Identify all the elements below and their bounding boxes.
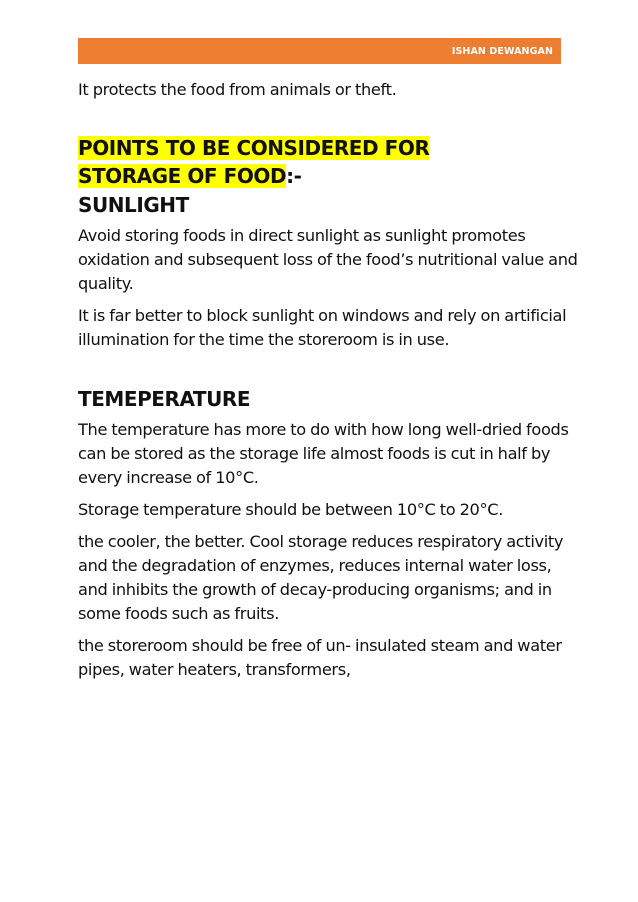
intro-paragraph: It protects the food from animals or theft. (78, 80, 397, 99)
main-heading-line-2 (78, 162, 578, 190)
spacer (78, 110, 578, 134)
sunlight-paragraph-1: Avoid storing foods in direct sunlight as sunlight promotes oxidation and subsequent loss of the food’s nutritional value and quality. (78, 226, 578, 293)
main-heading-line-1-text: POINTS TO BE CONSIDERED FOR (78, 136, 430, 160)
main-heading-suffix: :- (286, 164, 302, 188)
spacer (78, 360, 578, 384)
temperature-paragraph-2: Storage temperature should be between 10°C to 20°C. (78, 500, 503, 519)
temperature-paragraph-1: The temperature has more to do with how long well-dried foods can be stored as the storage life almost foods is cut in half by every increase of 10°C. (78, 420, 569, 487)
main-heading-line-1 (78, 134, 578, 162)
temperature-paragraph-4: the storeroom should be free of un- insulated steam and water pipes, water heaters, transformers, (78, 636, 562, 679)
header-author: ISHAN DEWANGAN (451, 45, 553, 57)
temperature-paragraph-3: the cooler, the better. Cool storage reduces respiratory activity and the degradation of enzymes, reduces internal water loss, and inhibits the growth of decay-producing organisms; and in some foods such as fruits. (78, 532, 564, 623)
sunlight-paragraph-2: It is far better to block sunlight on windows and rely on artificial illumination for the time the storeroom is in use. (78, 306, 567, 349)
header-bar (78, 38, 561, 64)
section-heading-sunlight: SUNLIGHT (78, 193, 189, 217)
section-heading-temperature: TEMEPERATURE (78, 387, 251, 411)
main-heading-line-2-text: STORAGE OF FOOD (78, 164, 287, 188)
page-content (78, 78, 578, 690)
